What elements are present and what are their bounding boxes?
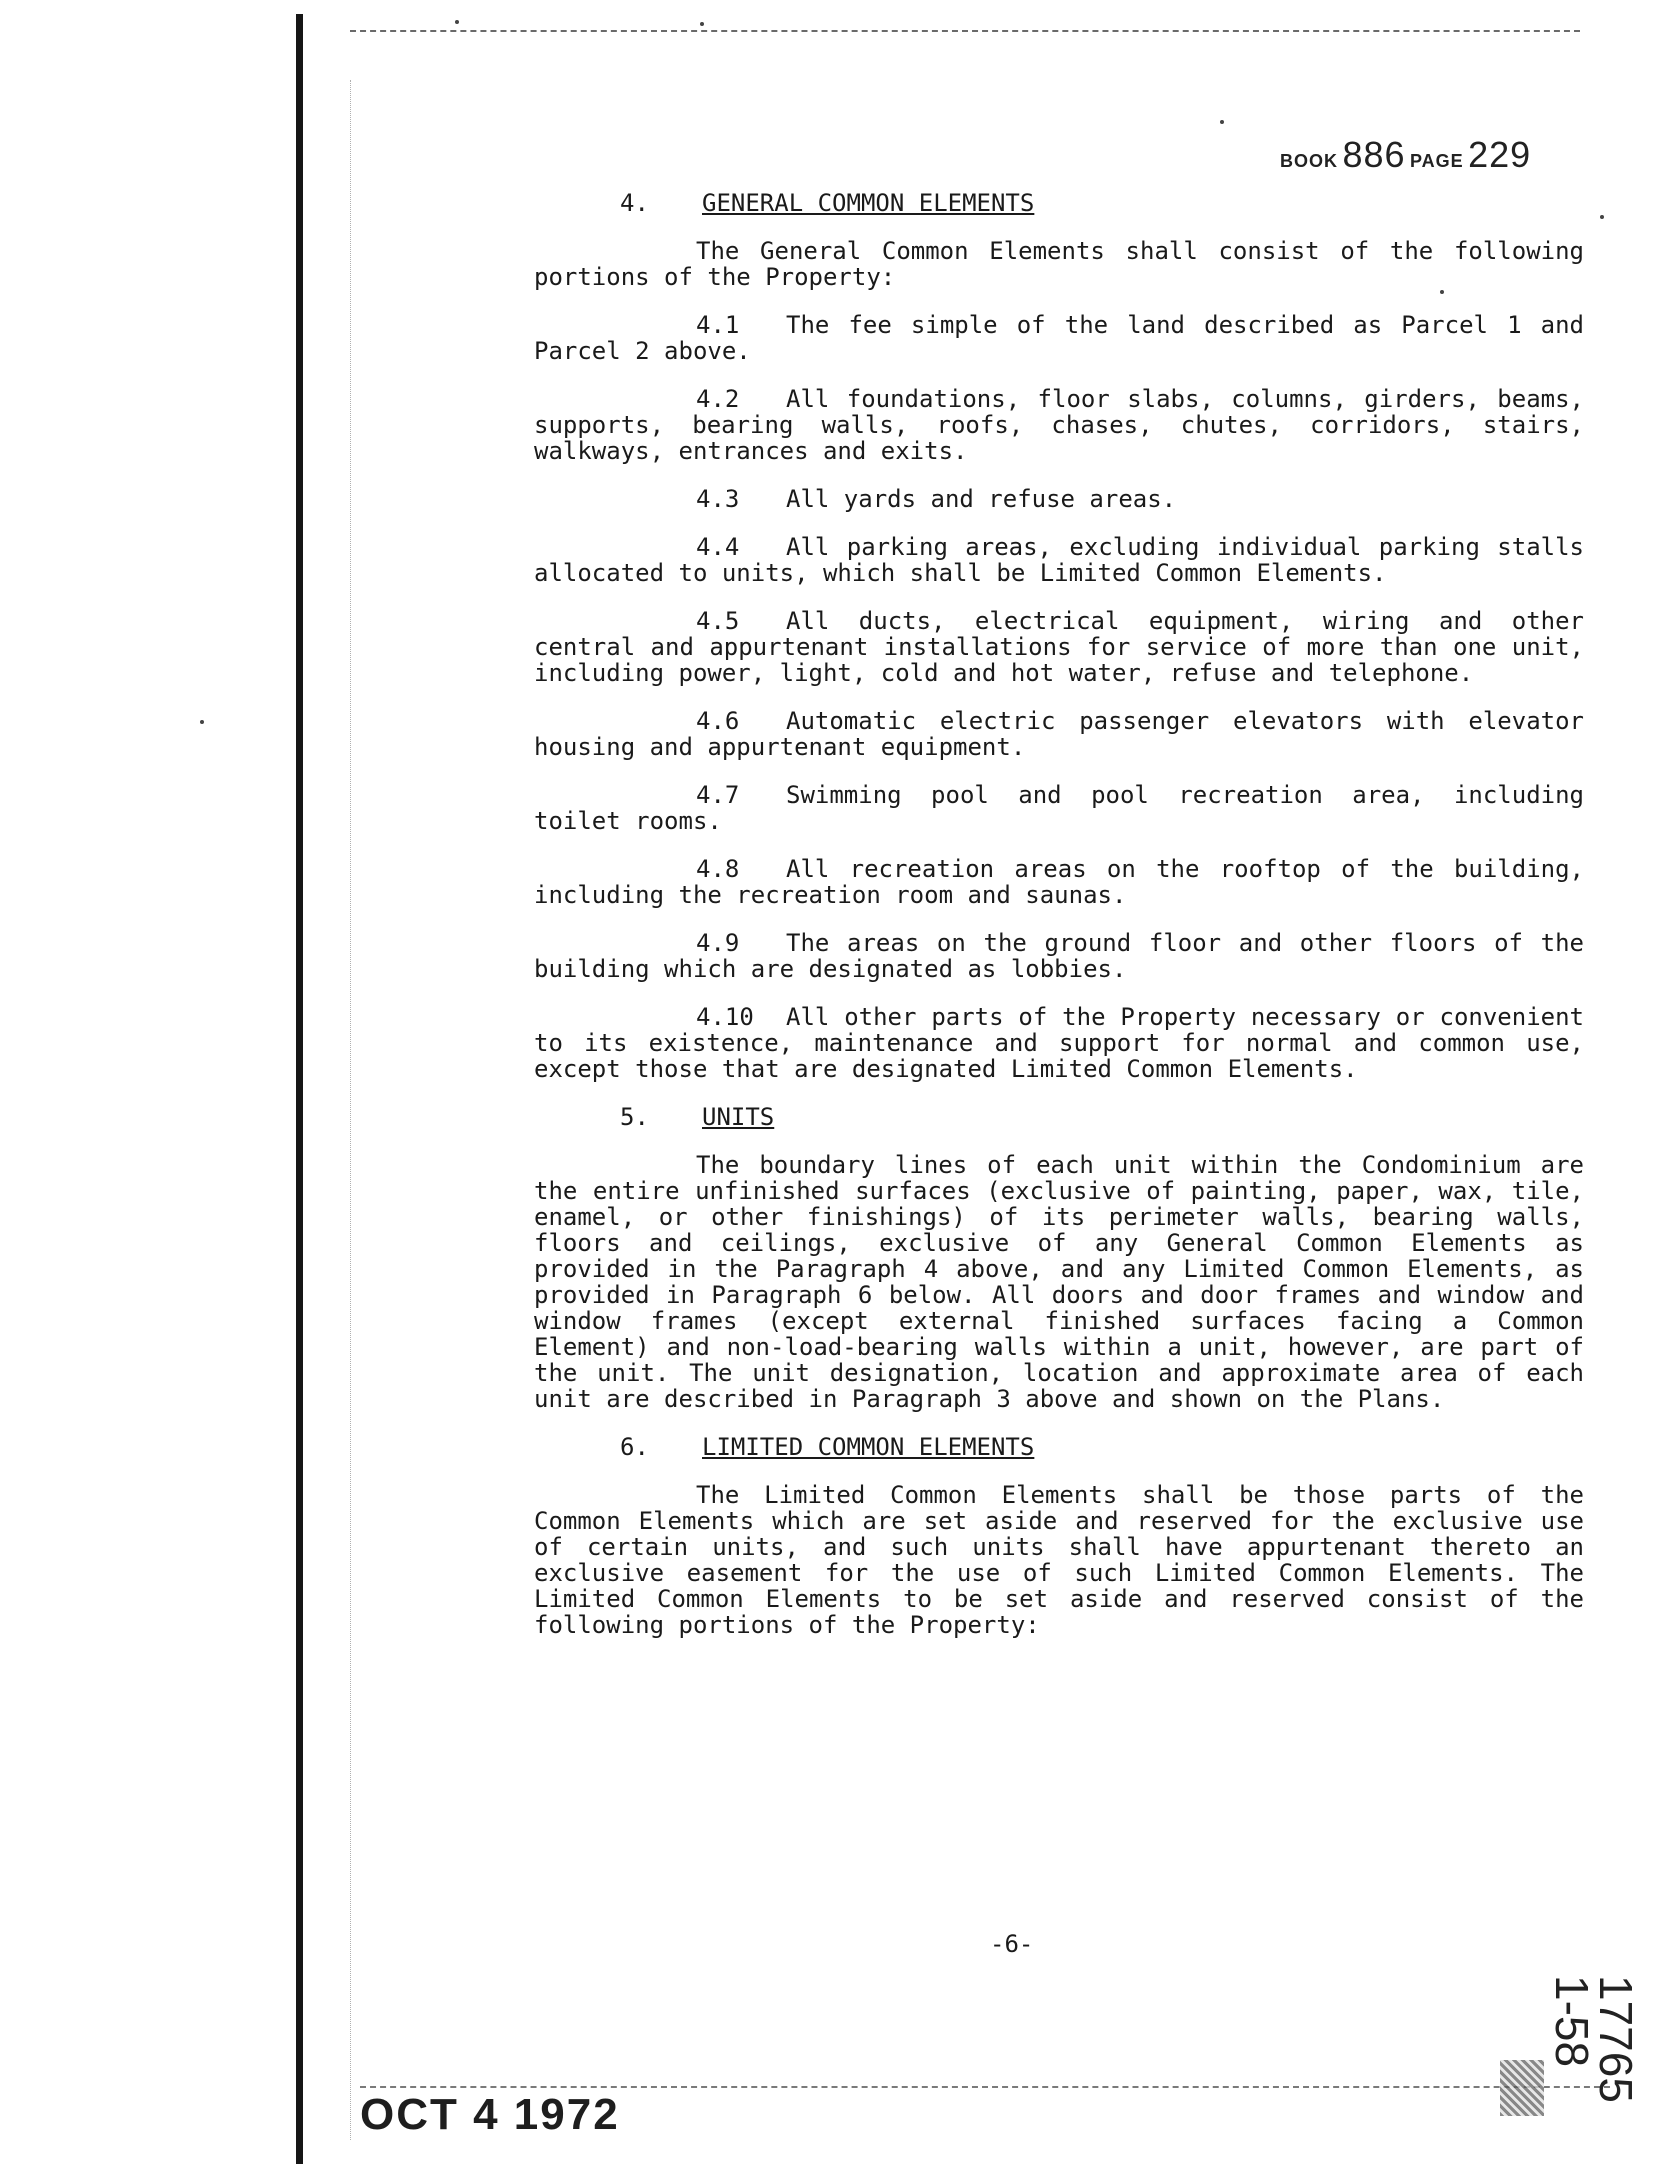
paragraph-text: All other parts of the Property necessary or convenient to its existence, maintenance and support for normal and common use, except those that are designated Limited Common Elements. bbox=[534, 1003, 1584, 1083]
paragraph-text: Swimming pool and pool recreation area, including toilet rooms. bbox=[534, 781, 1584, 835]
paragraph bbox=[534, 312, 1584, 364]
paragraph-number: 4.9 bbox=[696, 929, 740, 957]
page-number: 229 bbox=[1468, 134, 1532, 175]
paragraph bbox=[534, 486, 1584, 512]
section-heading bbox=[620, 1104, 1584, 1130]
scan-speck bbox=[200, 720, 204, 724]
section-title: GENERAL COMMON ELEMENTS bbox=[702, 189, 1035, 217]
paragraph bbox=[534, 708, 1584, 760]
paragraph bbox=[534, 534, 1584, 586]
paragraph-text: Automatic electric passenger elevators with elevator housing and appurtenant equipment. bbox=[534, 707, 1584, 761]
scan-speck bbox=[455, 20, 459, 24]
paragraph bbox=[534, 608, 1584, 686]
paragraph-number: 4.1 bbox=[696, 311, 740, 339]
page-marker: -6- bbox=[990, 1930, 1034, 1958]
paragraph-number: 4.10 bbox=[696, 1003, 754, 1031]
page-label: PAGE bbox=[1409, 151, 1464, 171]
paragraph-text: All foundations, floor slabs, columns, girders, beams, supports, bearing walls, roofs, chases, chutes, corridors, stairs, walkways, entrances and exits. bbox=[534, 385, 1584, 465]
paragraph-text: The fee simple of the land described as Parcel 1 and Parcel 2 above. bbox=[534, 311, 1584, 365]
book-number: 886 bbox=[1342, 134, 1406, 175]
scan-speck bbox=[1440, 290, 1444, 294]
scan-artifact-top bbox=[350, 30, 1580, 32]
paragraph-text: All yards and refuse areas. bbox=[786, 485, 1177, 513]
paragraph-text: All recreation areas on the rooftop of the building, including the recreation room and saunas. bbox=[534, 855, 1584, 909]
section-title: LIMITED COMMON ELEMENTS bbox=[702, 1433, 1035, 1461]
document-number-secondary: 1-58 bbox=[1546, 1975, 1598, 2068]
section-number: 5. bbox=[620, 1103, 649, 1131]
binding-edge bbox=[296, 14, 303, 2164]
paragraph-text: The boundary lines of each unit within the Condominium are the entire unfinished surfaces (exclusive of painting, paper, wax, tile, enamel, or other finishings) of its perimeter walls, bearing walls, floors and ceilings, exclusive of any General Common Elements as provided in the Paragraph 4 above, and any Limited Common Elements, as provided in Paragraph 6 below. All doors and door frames and window and window frames (except external finished surfaces facing a Common Element) and non-load-bearing walls within a unit, however, are part of the unit. The unit designation, location and approximate area of each unit are described in Paragraph 3 above and shown on the Plans. bbox=[534, 1151, 1584, 1413]
paragraph bbox=[534, 1152, 1584, 1412]
scan-artifact-bottom bbox=[360, 2086, 1610, 2088]
book-label: BOOK bbox=[1280, 151, 1338, 171]
paragraph-text: The Limited Common Elements shall be those parts of the Common Elements which are set aside and reserved for the exclusive use of certain units, and such units shall have appurtenant thereto an exclusive easement for the use of such Limited Common Elements. The Limited Common Elements to be set aside and reserved consist of the following portions of the Property: bbox=[534, 1481, 1584, 1639]
section-heading bbox=[620, 1434, 1584, 1460]
scan-speck bbox=[1600, 215, 1604, 219]
paragraph-number: 4.7 bbox=[696, 781, 740, 809]
section-heading bbox=[620, 190, 1584, 216]
margin-scan-line bbox=[350, 80, 352, 2140]
paragraph bbox=[534, 930, 1584, 982]
paragraph bbox=[534, 782, 1584, 834]
book-page-reference bbox=[1280, 134, 1531, 176]
paragraph bbox=[534, 386, 1584, 464]
paragraph-text: The General Common Elements shall consist of the following portions of the Property: bbox=[534, 237, 1584, 291]
paragraph-number: 4.5 bbox=[696, 607, 740, 635]
document-number: 17765 bbox=[1590, 1975, 1642, 2103]
paragraph bbox=[534, 238, 1584, 290]
section-number: 6. bbox=[620, 1433, 649, 1461]
stamp-seal-block bbox=[1500, 2060, 1544, 2116]
paragraph-number: 4.3 bbox=[696, 485, 740, 513]
paragraph bbox=[534, 856, 1584, 908]
paragraph-number: 4.2 bbox=[696, 385, 740, 413]
paragraph-text: All ducts, electrical equipment, wiring and other central and appurtenant installations for service of more than one unit, including power, light, cold and hot water, refuse and telephone. bbox=[534, 607, 1584, 687]
section-title: UNITS bbox=[702, 1103, 775, 1131]
paragraph-number: 4.8 bbox=[696, 855, 740, 883]
paragraph-text: The areas on the ground floor and other floors of the building which are designated as lobbies. bbox=[534, 929, 1584, 983]
document-body bbox=[534, 190, 1584, 1660]
section-number: 4. bbox=[620, 189, 649, 217]
paragraph bbox=[534, 1004, 1584, 1082]
paragraph-text: All parking areas, excluding individual parking stalls allocated to units, which shall be Limited Common Elements. bbox=[534, 533, 1584, 587]
paragraph bbox=[534, 1482, 1584, 1638]
recording-date-stamp: OCT 4 1972 bbox=[360, 2090, 620, 2139]
scan-speck bbox=[1220, 120, 1224, 124]
paragraph-number: 4.4 bbox=[696, 533, 740, 561]
scan-speck bbox=[700, 22, 704, 26]
paragraph-number: 4.6 bbox=[696, 707, 740, 735]
